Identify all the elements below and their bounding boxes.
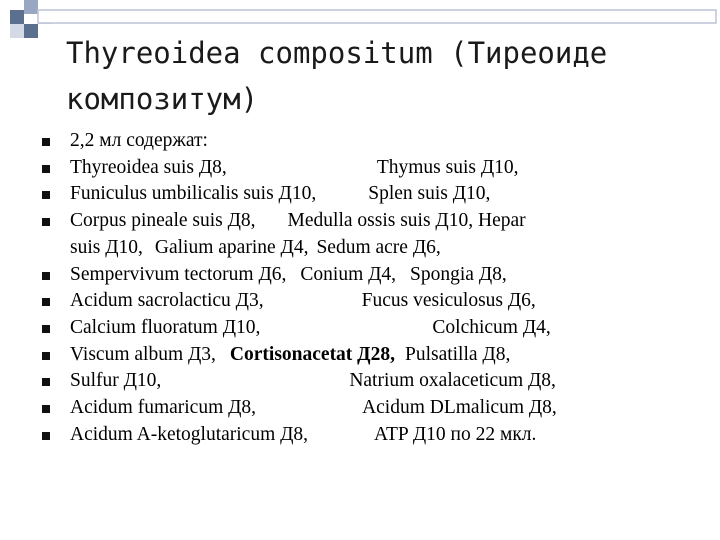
list-item-text: Acidum sacrolacticu Д3,	[70, 290, 264, 312]
list-item-text-bold: Cortisonacetat Д28,	[229, 343, 395, 365]
list-item-text-2: Fucus vesiculosus Д6,	[361, 290, 536, 312]
list-item-text-2: Medulla ossis suis Д10, Hepar	[287, 210, 526, 232]
bullet-icon	[42, 272, 50, 280]
list-item-continuation	[70, 235, 710, 262]
list-item-text-2: Thymus suis Д10,	[376, 156, 519, 178]
list-item-text-2: ATP Д10 по 22 мкл.	[374, 423, 537, 445]
bullet-icon	[42, 325, 50, 333]
list-item-text: Corpus pineale suis Д8,	[70, 210, 256, 232]
list-item-text-3: Spongia Д8,	[410, 263, 507, 285]
list-item-text: Acidum fumaricum Д8,	[70, 397, 257, 419]
list-item-text: Sulfur Д10,	[70, 370, 162, 392]
bullet-icon	[42, 352, 50, 360]
list-item	[40, 368, 710, 395]
title-line-2: композитум)	[66, 82, 259, 116]
deco-square-mid-2	[10, 24, 24, 38]
list-item-text-2: Conium Д4,	[300, 263, 397, 285]
bullet-icon	[42, 218, 50, 226]
list-item-text-2: Acidum DLmalicum Д8,	[362, 397, 557, 419]
list-item-text-5: Sedum acre Д6,	[316, 236, 441, 258]
bullet-icon	[42, 405, 50, 413]
list-item	[40, 395, 710, 422]
bullet-icon	[42, 138, 50, 146]
bullet-icon	[42, 378, 50, 386]
list-item-text: Thyreoidea suis Д8,	[70, 156, 227, 178]
deco-square-dark-2	[24, 24, 38, 38]
deco-bar	[38, 10, 716, 23]
bullet-icon	[42, 432, 50, 440]
bullet-icon	[42, 191, 50, 199]
list-item-text-4: Galium aparine Д4,	[154, 236, 309, 258]
list-item	[40, 262, 710, 289]
list-item	[40, 342, 710, 369]
slide-title	[66, 30, 706, 122]
list-item-text: 2,2 мл содержат:	[70, 130, 208, 151]
list-item	[40, 208, 710, 261]
list-item-text-3: Pulsatilla Д8,	[404, 343, 511, 365]
deco-square-mid	[24, 0, 38, 14]
list-item-text: Sempervivum tectorum Д6,	[70, 263, 287, 285]
list-item-text: Funiculus umbilicalis suis Д10,	[70, 183, 317, 205]
list-item	[40, 315, 710, 342]
list-item	[40, 288, 710, 315]
list-item-text-2: Splen suis Д10,	[368, 183, 491, 205]
list-item-text: Viscum album Д3,	[70, 343, 216, 365]
bullet-icon	[42, 165, 50, 173]
list-item	[40, 155, 710, 182]
list-item-text-2: Natrium oxalaceticum Д8,	[349, 370, 556, 392]
list-item	[40, 128, 710, 155]
ingredients-list	[40, 128, 710, 448]
list-item-text-3: suis Д10,	[70, 236, 143, 258]
title-line-1: Thyreoidea compositum (Тиреоиде	[66, 36, 608, 70]
deco-square-dark	[10, 10, 24, 24]
list-item-text: Acidum A-ketoglutaricum Д8,	[70, 423, 309, 445]
list-item-text: Calcium fluoratum Д10,	[70, 316, 261, 338]
list-item	[40, 181, 710, 208]
list-item	[40, 422, 710, 449]
list-item-text-2: Colchicum Д4,	[432, 316, 551, 338]
bullet-icon	[42, 298, 50, 306]
